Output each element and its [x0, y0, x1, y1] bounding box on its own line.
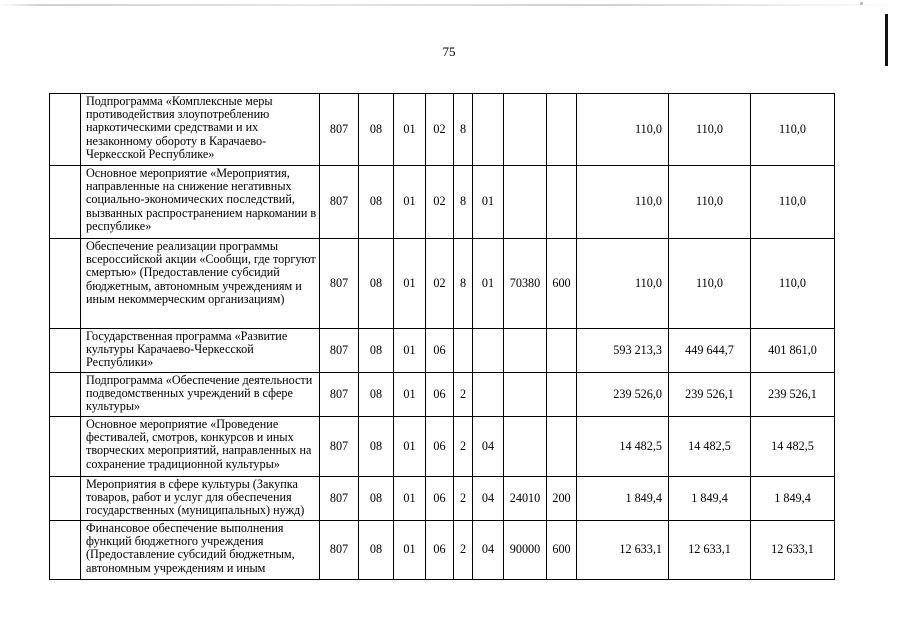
- code-section: 08: [359, 94, 394, 166]
- code-expense-type: [547, 166, 577, 239]
- code-program: 06: [426, 521, 454, 580]
- amount-year-3: 1 849,4: [751, 477, 835, 521]
- code-ministry: 807: [320, 477, 359, 521]
- code-section: 08: [359, 521, 394, 580]
- scan-speck: [860, 2, 863, 5]
- code-subprogram: 2: [454, 417, 473, 477]
- row-number-cell: [50, 477, 81, 521]
- amount-year-1: 110,0: [577, 239, 669, 329]
- amount-year-1: 239 526,0: [577, 373, 669, 417]
- code-subprogram: 2: [454, 477, 473, 521]
- code-subsection: 01: [394, 477, 426, 521]
- row-number-cell: [50, 239, 81, 329]
- code-activity: 01: [473, 239, 504, 329]
- code-expense-type: [547, 329, 577, 373]
- budget-table: [49, 93, 835, 580]
- code-activity: 04: [473, 521, 504, 580]
- code-program: 06: [426, 373, 454, 417]
- row-name: Подпрограмма «Обеспечение деятельности подведомственных учреждений в сфере культуры»: [81, 373, 320, 417]
- code-section: 08: [359, 239, 394, 329]
- row-name: Основное мероприятие «Проведение фестивалей, смотров, конкурсов и иных творческих мероприятий, направленных на сохранение традиционной культуры»: [81, 417, 320, 477]
- row-name: Финансовое обеспечение выполнения функций бюджетного учреждения (Предоставление субсидий бюджетным, автономным учреждениям и иным: [81, 521, 320, 580]
- code-section: 08: [359, 329, 394, 373]
- code-subsection: 01: [394, 94, 426, 166]
- row-number-cell: [50, 166, 81, 239]
- row-name: Подпрограмма «Комплексные меры противодействия злоупотреблению наркотическими средствами и их незаконному обороту в Карачаево-Черкесской Республике»: [81, 94, 320, 166]
- code-direction: [504, 373, 547, 417]
- code-ministry: 807: [320, 373, 359, 417]
- code-expense-type: [547, 373, 577, 417]
- code-expense-type: [547, 417, 577, 477]
- row-number-cell: [50, 373, 81, 417]
- code-ministry: 807: [320, 94, 359, 166]
- amount-year-3: 14 482,5: [751, 417, 835, 477]
- code-subprogram: 2: [454, 521, 473, 580]
- amount-year-2: 1 849,4: [669, 477, 751, 521]
- row-name: Мероприятия в сфере культуры (Закупка товаров, работ и услуг для обеспечения государственных (муниципальных) нужд): [81, 477, 320, 521]
- amount-year-3: 110,0: [751, 239, 835, 329]
- code-activity: [473, 373, 504, 417]
- code-direction: [504, 329, 547, 373]
- row-number-cell: [50, 94, 81, 166]
- code-ministry: 807: [320, 239, 359, 329]
- table-row: [50, 166, 835, 239]
- table-row: [50, 239, 835, 329]
- code-direction: [504, 166, 547, 239]
- amount-year-2: 239 526,1: [669, 373, 751, 417]
- amount-year-2: 110,0: [669, 166, 751, 239]
- code-section: 08: [359, 477, 394, 521]
- amount-year-3: 401 861,0: [751, 329, 835, 373]
- amount-year-2: 14 482,5: [669, 417, 751, 477]
- code-program: 02: [426, 94, 454, 166]
- code-activity: 04: [473, 477, 504, 521]
- amount-year-1: 14 482,5: [577, 417, 669, 477]
- code-activity: [473, 329, 504, 373]
- code-subsection: 01: [394, 373, 426, 417]
- amount-year-2: 110,0: [669, 94, 751, 166]
- code-direction: 70380: [504, 239, 547, 329]
- code-direction: [504, 417, 547, 477]
- code-section: 08: [359, 417, 394, 477]
- row-name: Обеспечение реализации программы всероссийской акции «Сообщи, где торгуют смертью» (Предоставление субсидий бюджетным, автономным учреждениям и иным некоммерческим организациям): [81, 239, 320, 329]
- code-expense-type: 200: [547, 477, 577, 521]
- code-subprogram: [454, 329, 473, 373]
- code-activity: 04: [473, 417, 504, 477]
- table-row: [50, 477, 835, 521]
- code-program: 02: [426, 239, 454, 329]
- code-section: 08: [359, 166, 394, 239]
- row-number-cell: [50, 521, 81, 580]
- amount-year-1: 110,0: [577, 166, 669, 239]
- page-number: 75: [442, 44, 456, 59]
- row-number-cell: [50, 329, 81, 373]
- code-subsection: 01: [394, 329, 426, 373]
- code-subsection: 01: [394, 521, 426, 580]
- table-row: [50, 417, 835, 477]
- amount-year-1: 12 633,1: [577, 521, 669, 580]
- amount-year-1: 593 213,3: [577, 329, 669, 373]
- code-activity: 01: [473, 166, 504, 239]
- amount-year-3: 239 526,1: [751, 373, 835, 417]
- row-name: Государственная программа «Развитие культуры Карачаево-Черкесской Республики»: [81, 329, 320, 373]
- code-expense-type: 600: [547, 239, 577, 329]
- code-program: 06: [426, 329, 454, 373]
- code-subsection: 01: [394, 417, 426, 477]
- code-ministry: 807: [320, 417, 359, 477]
- code-activity: [473, 94, 504, 166]
- amount-year-1: 1 849,4: [577, 477, 669, 521]
- row-name: Основное мероприятие «Мероприятия, направленные на снижение негативных социально-экономических последствий, вызванных распространением наркомании в республике»: [81, 166, 320, 239]
- code-program: 06: [426, 417, 454, 477]
- code-section: 08: [359, 373, 394, 417]
- code-subprogram: 2: [454, 373, 473, 417]
- code-direction: 24010: [504, 477, 547, 521]
- code-subprogram: 8: [454, 239, 473, 329]
- table-row: [50, 329, 835, 373]
- amount-year-2: 12 633,1: [669, 521, 751, 580]
- code-ministry: 807: [320, 329, 359, 373]
- amount-year-3: 110,0: [751, 94, 835, 166]
- amount-year-1: 110,0: [577, 94, 669, 166]
- code-expense-type: 600: [547, 521, 577, 580]
- code-subsection: 01: [394, 166, 426, 239]
- scan-top-edge: [0, 4, 898, 6]
- table-row: [50, 373, 835, 417]
- code-direction: [504, 94, 547, 166]
- table-row: [50, 94, 835, 166]
- code-program: 06: [426, 477, 454, 521]
- amount-year-2: 110,0: [669, 239, 751, 329]
- code-subsection: 01: [394, 239, 426, 329]
- amount-year-3: 110,0: [751, 166, 835, 239]
- code-ministry: 807: [320, 521, 359, 580]
- amount-year-3: 12 633,1: [751, 521, 835, 580]
- amount-year-2: 449 644,7: [669, 329, 751, 373]
- table-row: [50, 521, 835, 580]
- row-number-cell: [50, 417, 81, 477]
- code-expense-type: [547, 94, 577, 166]
- code-ministry: 807: [320, 166, 359, 239]
- code-subprogram: 8: [454, 94, 473, 166]
- code-program: 02: [426, 166, 454, 239]
- code-direction: 90000: [504, 521, 547, 580]
- code-subprogram: 8: [454, 166, 473, 239]
